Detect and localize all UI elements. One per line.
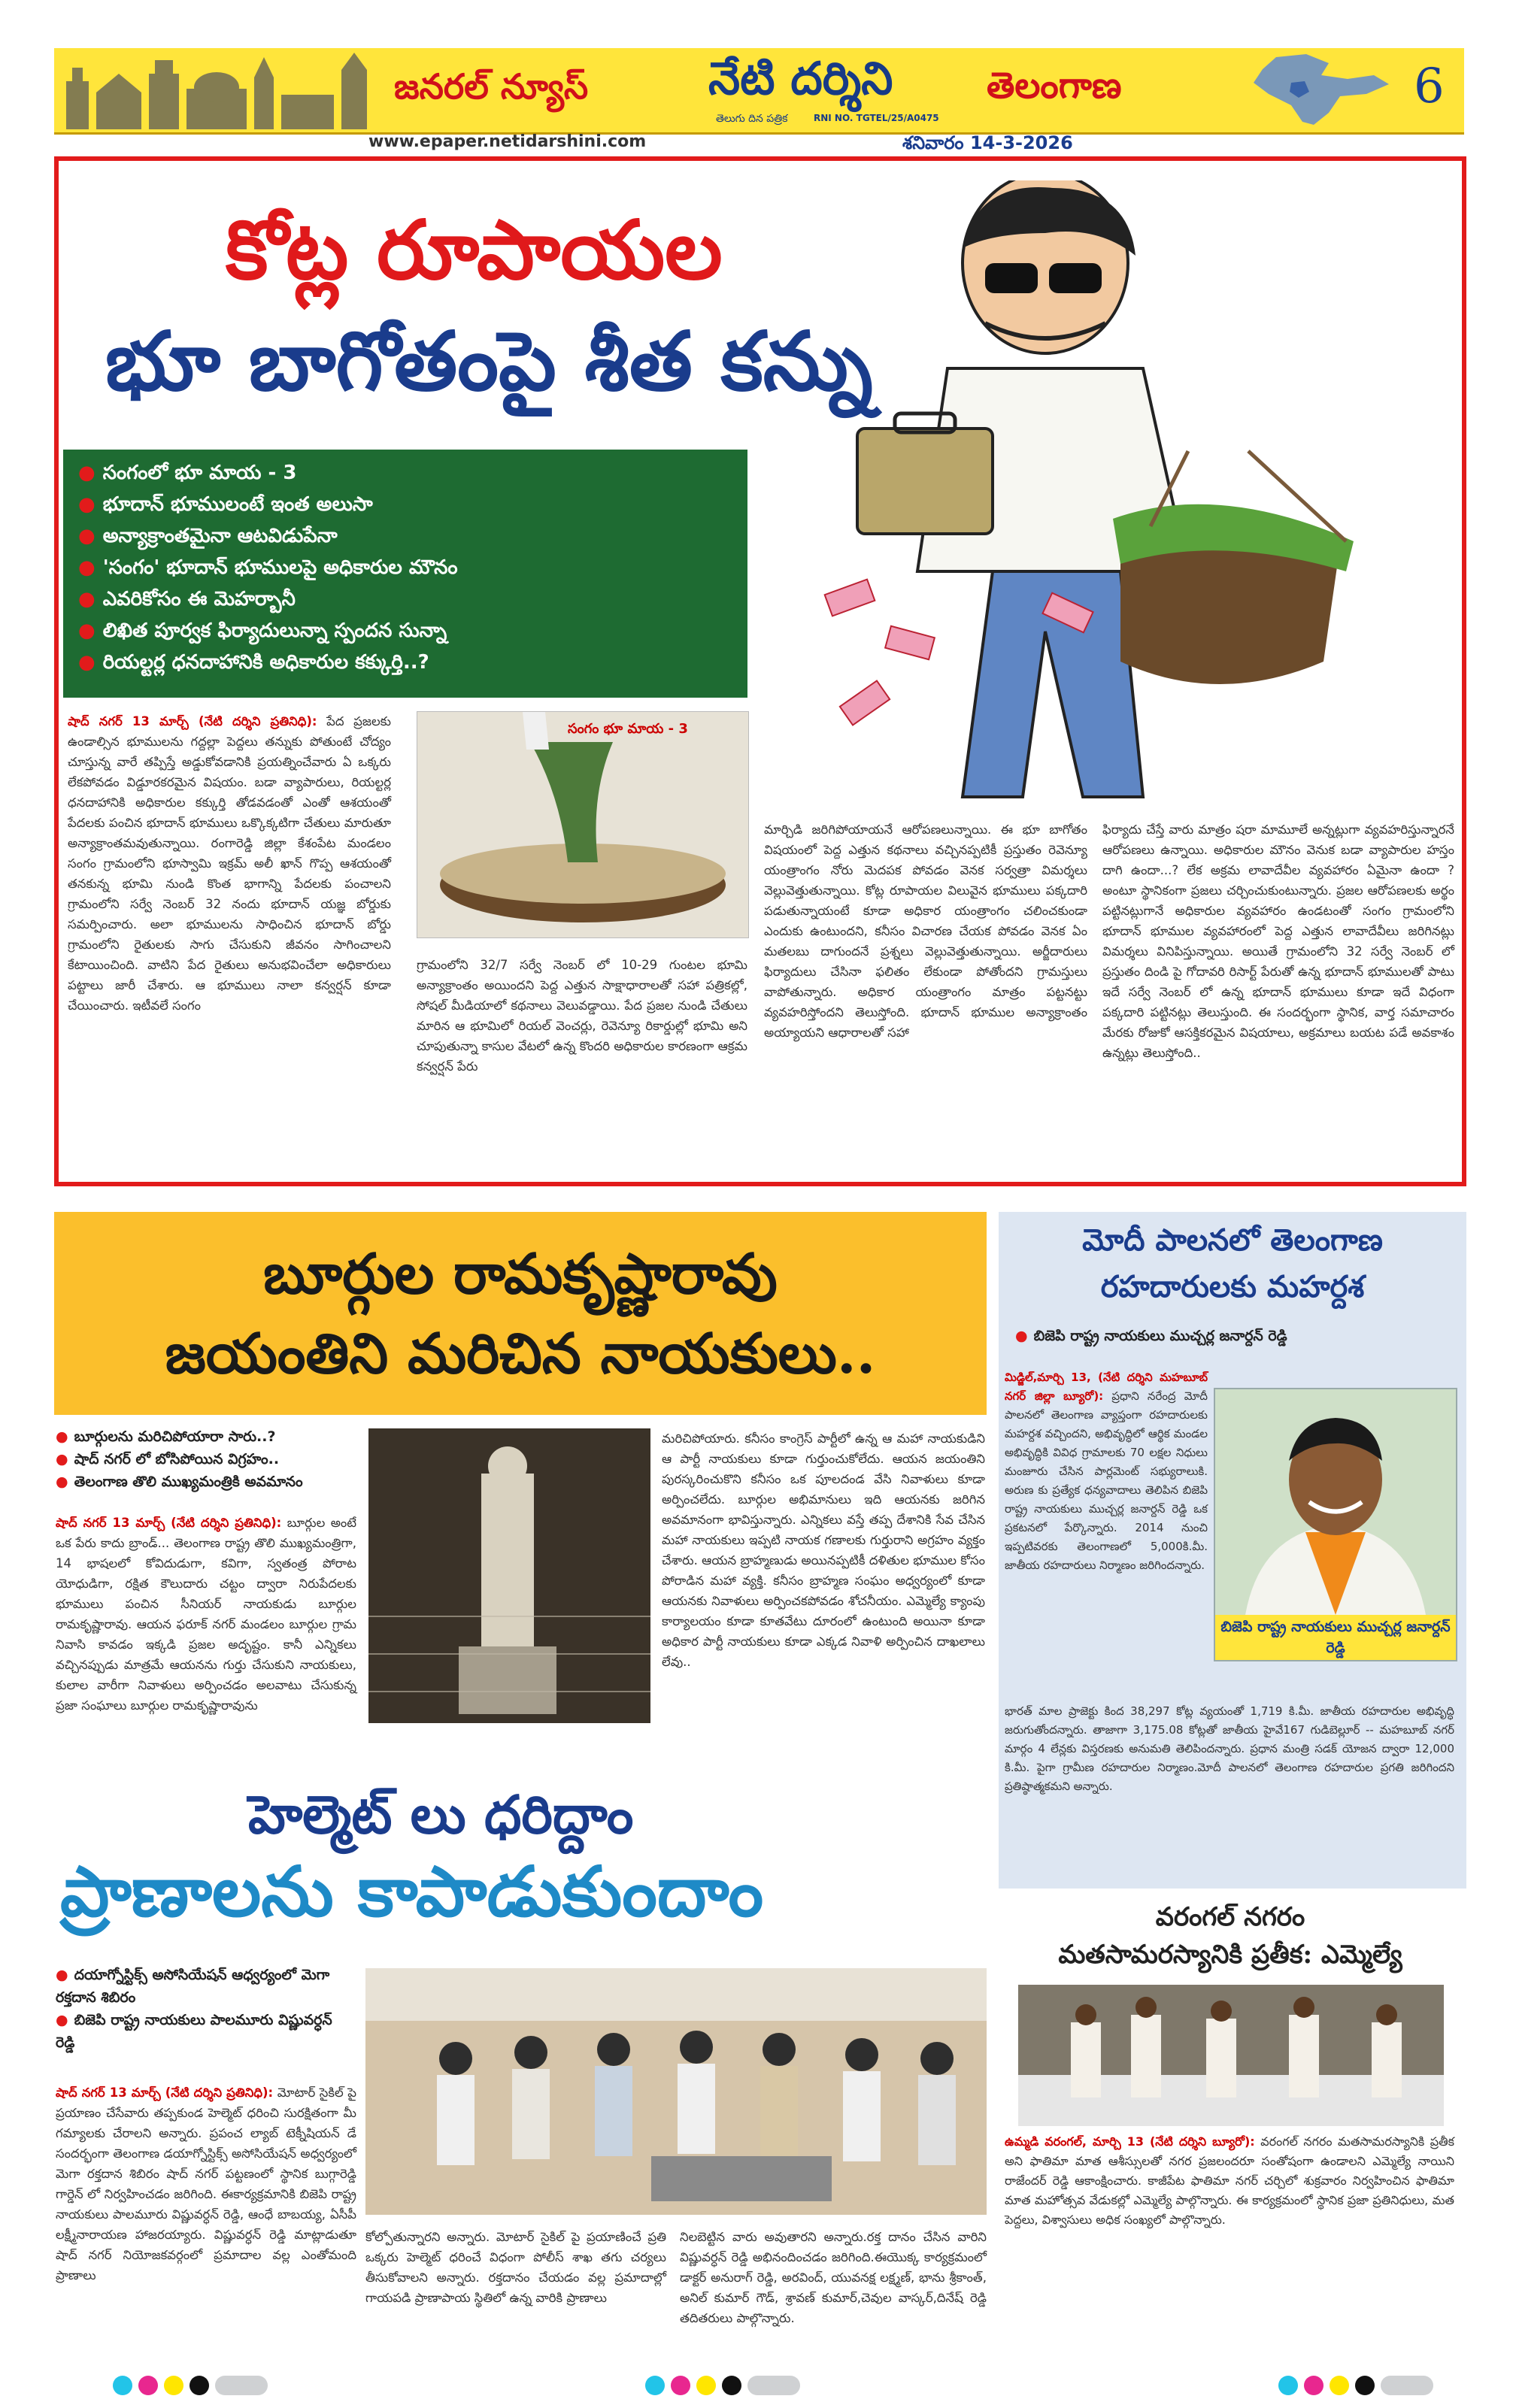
yellow-dot [164, 2376, 183, 2395]
yellow-dot [696, 2376, 716, 2395]
registration-marks-right [1278, 2376, 1439, 2398]
modi-dateline: మిడ్జిల్,మార్చి 13, (నేటి దర్శిని మహబూబ్ నగర్ జిల్లా బ్యూరో): [1005, 1371, 1208, 1403]
helmet-dateline: షాద్ నగర్ 13 మార్చ్ (నేటి దర్శిని ప్రతినిధి): [56, 2085, 274, 2100]
bullet-dot-icon: ● [78, 462, 96, 484]
bullet-dot-icon: ● [56, 1428, 68, 1445]
burgula-headline-box [54, 1212, 987, 1415]
lead-bullet: ● భూదాన్ భూములంటే ఇంత అలుసా [78, 493, 373, 516]
lead-photo-caption: సంగం భూ మాయ - 3 [568, 721, 688, 737]
lead-bullet: ● ఎవరికోసం ఈ మెహర్బానీ [78, 588, 296, 610]
leader-portrait [1215, 1389, 1456, 1615]
cyan-dot [113, 2376, 132, 2395]
modi-portrait-photo [1214, 1388, 1457, 1661]
bullet-dot-icon: ● [78, 556, 96, 579]
bullet-dot-icon: ● [56, 1967, 68, 1983]
burgula-column-1: బూర్గుల అంటే ఒక పేరు కాదు బ్రాండ్... తెలంగాణ రాష్ట్ర తొలి ముఖ్యమంత్రిగా, 14 భాషలలో కోవిదుడుగా, కవిగా, స్వతంత్ర పోరాట యోధుడిగా, రక్షిత కౌలుదారు చట్టం ద్వారా నిరుపేదలకు భూములు పంచిన సీనియర్ నాయకుడు బూర్గుల రామకృష్ణారావు. ఆయన ఫరూక్ నగర్ మండలం బూర్గుల గ్రామ నివాసి కావడం ఇక్కడి ప్రజల అదృష్టం. కానీ ఎన్నికలు వచ్చినప్పుడు మాత్రమే ఆయనను గుర్తు చేసుకుని నాయకులు, కులాల వారీగా నివాళులు అర్పించడం అలవాటు చేసుకున్న ప్రజా సంఘాలు బూర్గుల రామకృష్ణారావును [56, 1516, 357, 1713]
burgula-column-2: మరిచిపోయారు. కనీసం కాంగ్రెస్ పార్టీలో ఉన్న ఆ మహా నాయకుడిని ఆ పార్టీ నాయకులు కూడా గుర్తుంచుకోలేదు. ఆయన జయంతిని పురస్కరించుకొని కనీసం ఒక పూలదండ వేసి నివాళులు కూడా అర్పించలేదు. బూర్గుల అభిమానులు ఇది ఆయనకు జరిగిన అవమానంగా భావిస్తున్నారు. ఎన్నికలు వస్తే తప్ప దేశానికి సేవ చేసిన మహా నాయకులు ఇప్పటి నాయక గణాలకు గుర్తురాని అగ్రహం వ్యక్తం చేశారు. ఆయన బ్రాహ్మణుడు అయినప్పటికీ దళితుల భూముల కోసం పోరాడిన మహా వ్యక్తి. కనీసం బ్రాహ్మణ సంఘం అధ్వర్యంలో కూడా ఆయనకు నివాళులు అర్పించకపోవడం శోచనీయం. ఎమ్మెల్యే క్యాంపు కార్యాలయం కూడా కూతవేటు దూరంలో ఉంటుంది అయినా కూడా అధికార పార్టీ నాయకులు కూడా ఎక్కడ నివాళి అర్పించిన దాఖలాలు లేవు.. [662, 1431, 985, 1669]
modi-headline-line2: రహదారులకు మహర్దశ [1100, 1269, 1365, 1304]
modi-full-text: భారత్ మాల ప్రాజెక్టు కింద 38,297 కోట్ల వ్యయంతో 1,719 కి.మీ. జాతీయ రహదారుల అభివృద్ధి జరుగుతోందన్నారు. తాజాగా 3,175.08 కోట్లతో జాతీయ హైవే167 గుడిబెల్లూర్ -- మహబూబ్ నగర్ మార్గం 4 లేన్లకు విస్తరణకు అనుమతి తెలిపిందన్నారు. ప్రధాన మంత్రి సడక్ యోజన ద్వారా 12,000 కి.మీ. పైగా గ్రామీణ రహదారుల నిర్మాణం.మోదీ పాలనలో తెలంగాణ రహదారుల ప్రగతి జరిగిందని ప్రతిష్ఠాత్మకమని అన్నారు. [1005, 1704, 1454, 1793]
temple-skyline-icon [59, 51, 382, 129]
warangal-church-photo [1018, 1985, 1444, 2126]
section-label: జనరల్ న్యూస్ [394, 66, 589, 107]
helmet-column-1: మోటార్ సైకిల్ పై ప్రయాణం చేసేవారు తప్పకుండ హెల్మెట్ ధరించి సురక్షితంగా మీ గమ్యాలకు చేరాలని అన్నారు. ప్రపంచ ల్యాబ్ టెక్నీషియన్ డే సందర్భంగా తెలంగాణ డయాగ్నోస్టిక్స్ అసోసియేషన్ అధ్వర్యంలో మెగా రక్తదాన శిబిరం షాద్ నగర్ పట్టణంలో స్థానిక బుగ్గారెడ్డి గార్డెన్ లో నిర్వహించడం జరిగింది. ఈకార్యక్రమానికి బిజెపి రాష్ట్ర నాయకులు పాలమూరు విష్ణువర్ధన్ రెడ్డి, ఆంధే బాబయ్య, ఏసీపీ లక్ష్మీనారాయణ హాజరయ్యారు. విష్ణువర్ధన్ రెడ్డి మాట్లాడుతూ షాద్ నగర్ నియోజకవర్గంలో ప్రమాదాల వల్ల ఎంతోమంది ప్రాణాలు [56, 2085, 356, 2282]
black-dot [1355, 2376, 1375, 2395]
lead-column-1: పేద ప్రజలకు ఉండాల్సిన భూములను గద్దల్లా పెద్దలు తన్నుకు పోతుంటే చోద్యం చూస్తున్న వారే తప్పిస్తే అడ్డుకోవడానికి ప్రయత్నించేవారు ఏ ఒక్కరు లేకపోవడం విడ్డూరకరమైన విషయం. బడా వ్యాపారులు, రియల్టర్ల ధనదాహానికి అధికారుల కక్కుర్తి తోడవడంతో ఎంతో ఆశయంతో పేదలకు పంచిన భూదాన్ భూములు ఒక్కొక్కటిగా చేతులు మారుతూ అన్యాక్రాంతమవుతున్నాయి. రంగారెడ్డి జిల్లా కేశంపేట మండలం సంగం గ్రామంలోని భూస్వామి ఇక్రమ్ అలీ ఖాన్ గొప్ప ఆశయంతో తనకున్న భూమి నుండి కొంత భాగాన్ని పేదలకు పంచాలని గ్రామంలోని సర్వే నెంబర్ 32 నందు భూదాన్ యజ్ఞ బోర్డుకు సమర్పించారు. అలా భూములను సాధించిన భూదాన్ బోర్డు గ్రామంలోని రైతులకు సాగు చేసుకుని జీవనం సాగించాలని కేటాయించింది. వాటిని పేద రైతులు అనుభవించేలా అధికారులు పట్టాలు జారీ చేశారు. ఆ భూములు నాలా కన్వర్షన్ కూడా చేయించారు. ఇటీవలే సంగం [68, 714, 391, 1013]
lead-column-2: గ్రామంలోని 32/7 సర్వే నెంబర్ లో 10-29 గుంటల భూమి అన్యాక్రాంతం అయిందని పెద్ద ఎత్తున సాక్షాధారాలతో సహా పత్రికల్లో, సోషల్ మీడియాలో కథనాలు వెలువడ్డాయి. పేద ప్రజల నుండి చేతులు మారిన ఆ భూమిలో రియల్ వెంచర్లు, రెవెన్యూ రికార్డుల్లో భూమి అని చూపుతున్నా కాసుల వేటలో ఉన్న కొందరి అధికారుల కారణంగా ఆక్రమ కన్వర్షన్ పేరు [417, 958, 747, 1074]
bullet-dot-icon: ● [78, 651, 96, 674]
warangal-headline-line2: మతసామరస్యానికి ప్రతీక: ఎమ్మెల్యే [1058, 1940, 1402, 1970]
land-grab-cartoon [797, 180, 1451, 827]
modi-bullet: ● బిజెపి రాష్ట్ర నాయకులు ముచ్చర్ల జనార్దన్ రెడ్డి [1015, 1328, 1287, 1344]
bullet-dot-icon: ● [78, 525, 96, 547]
cyan-dot [645, 2376, 665, 2395]
helmet-column-2: కోల్పోతున్నారని అన్నారు. మోటార్ సైకిల్ పై ప్రయాణించే ప్రతి ఒక్కరు హెల్మెట్ ధరించే విధంగా పోలీస్ శాఖ తగు చర్యలు తీసుకోవాలని అన్నారు. రక్తదానం చేయడం వల్ల ప్రమాదాల్లో గాయపడి ప్రాణాపాయ స్థితిలో ఉన్న వారికి ప్రాణాలు [365, 2230, 666, 2305]
lead-bullet-box [63, 450, 747, 698]
paper-name: నేటి దర్శిని [708, 53, 893, 105]
magenta-dot [1304, 2376, 1323, 2395]
gray-bar [747, 2376, 800, 2395]
india-map-icon [1216, 53, 1396, 128]
helmet-headline-line1: హెల్మెట్ లు ధరిద్దాం [248, 1783, 634, 1846]
bullet-dot-icon: ● [78, 588, 96, 610]
lead-column-3: మార్చిడి జరిగిపోయాయనే ఆరోపణలున్నాయి. ఈ భూ బాగోతం విషయంలో పెద్ద ఎత్తున కథనాలు వచ్చినప్పటికీ ప్రస్తుతం రెవెన్యూ యంత్రాంగం నోరు మెదపక పోవడం వెనక సర్వత్రా విమర్శలు వెల్లువెత్తుతున్నాయి. కోట్ల రూపాయల విలువైన భూములు పక్కదారి పడుతున్నాయంటే కూడా అధికార యంత్రాంగం చలించకుండా ఎందుకు ఉంటుందని, కనీసం విచారణ చేయక పోవడం వెనక ఏం మతలబు దాగుందనే ప్రశ్నలు వెల్లువెత్తుతున్నాయి. అర్జీదారులు ఫిర్యాదులు చేసినా ఫలితం లేకుండా పోతోందని గ్రామస్తులు వాపోతున్నారు. అధికార యంత్రాంగం మాత్రం పట్టనట్టు వ్యవహరిస్తోందని తెలుస్తోంది. భూదాన్ భూముల అన్యాక్రాంతం అయ్యాయని ఆధారాలతో సహా [764, 822, 1087, 1040]
lead-headline-line2: భూ బాగోతంపై శీత కన్ను [105, 314, 873, 409]
church-celebration [1018, 1985, 1444, 2126]
magenta-dot [671, 2376, 690, 2395]
modi-column-text: ప్రధాని నరేంద్ర మోదీ పాలనలో తెలంగాణ వ్యాప్తంగా రహదారులకు మహర్దశ వచ్చిందని, అభివృద్ధిలో ఆర్థిక మండల అభివృద్ధికి వివిధ గ్రామాలకు 70 లక్షల నిధులు మంజూరు చేసిన పార్లమెంట్ సభ్యురాలుకి. అరుణ కు ప్రత్యేక ధన్యవాదాలు తెలిపిన బిజెపి రాష్ట్ర నాయకులు ముచ్చర్ల జనార్దన్ రెడ్డి ఒక ప్రకటనలో పేర్కొన్నారు. 2014 నుంచి ఇప్పటివరకు తెలంగాణలో 5,000కి.మీ. జాతీయ రహదారులు నిర్మాణం జరిగిందన్నారు. [1005, 1389, 1208, 1572]
helmet-column-3: నిలబెట్టిన వారు అవుతారని అన్నారు.రక్త దానం చేసిన వారిని విష్ణువర్ధన్ రెడ్డి అభినందించడం జరిగింది.ఈయొక్క కార్యక్రమంలో డాక్టర్ అనురాగ్ రెడ్డి, అరవింద్, యువనక్ష లక్ష్మణ్, భాను శ్రీకాంత్, అనిల్ కుమార్ గౌడ్, శ్రావణ్ కుమార్,చెవుల వాస్కర్,దినేష్ రెడ్డి తదితరులు పాల్గొన్నారు. [680, 2230, 987, 2325]
paper-tagline: తెలుగు దిన పత్రిక [716, 113, 788, 125]
burgula-bullet: ● తెలంగాణ తొలి ముఖ్యమంత్రికి అవమానం [56, 1474, 303, 1490]
burgula-headline-line1: బూర్గుల రామకృష్ణారావు [263, 1242, 778, 1307]
burgula-bullet: ● షాద్ నగర్ లో బోసిపోయిన విగ్రహం.. [56, 1451, 280, 1468]
modi-photo-caption: బిజెపి రాష్ట్ర నాయకులు ముచ్చర్ల జనార్దన్ రెడ్డి [1215, 1615, 1456, 1660]
burgula-statue-photo [368, 1428, 650, 1723]
bullet-dot-icon: ● [56, 1474, 68, 1490]
magenta-dot [138, 2376, 158, 2395]
gray-bar [1381, 2376, 1433, 2395]
bullet-dot-icon: ● [56, 1451, 68, 1468]
registration-marks-center [645, 2376, 806, 2398]
lead-photo [417, 711, 749, 938]
lead-column-4: ఫిర్యాదు చేస్తే వారు మాత్రం షరా మామూలే అన్నట్లుగా వ్యవహరిస్తున్నారనే ఆరోపణలు ఉన్నాయి. అధికారుల మౌనం వెనుక బడా వ్యాపారుల హస్తం దాగి ఉందా...? లేక అక్రమ లావాదేవీల వ్యవహారం ఏమైనా ఉందా ? అంటూ స్థానికంగా ప్రజలు చర్చించుకుంటున్నారు. ప్రజల ఆరోపణలకు అర్థం పట్టినట్లుగానే అధికారుల వ్యవహారం ఉండటంతో సంగం గ్రామంలోని భూదాన్ భూముల వ్యవహారంలో పెద్ద ఎత్తున లావాదేవీలు జరిగినట్లు విమర్శలు వినిపిస్తున్నాయి. అయితే గ్రామంలోని 32 సర్వే నెంబర్ లో ప్రస్తుతం దిండి పై గోదావరి రిసార్ట్ పేరుతో ఉన్న భూదాన్ భూములతో పాటు ఇదే సర్వే నెంబర్ లో ఉన్న భూదాన్ భూములు కూడా ఇదే విధంగా పక్కదారి పట్టినట్లు తెలుస్తుంది. ఈ సందర్భంగా స్థానిక, వార్త సమాచారం మేరకు రోజుకో ఆసక్తికరమైన విషయాలు, అక్రమాలు బయట పడే అవకాశం ఉన్నట్లు తెలుస్తోంది.. [1102, 822, 1454, 1060]
masthead [54, 48, 1464, 135]
burgula-dateline: షాద్ నగర్ 13 మార్చ్ (నేటి దర్శిని ప్రతినిధి): [56, 1516, 282, 1530]
black-dot [722, 2376, 741, 2395]
lead-dateline: షాద్ నగర్ 13 మార్చ్ (నేటి దర్శిని ప్రతినిధి): [68, 714, 317, 728]
helmet-event-photo [365, 1968, 987, 2215]
bullet-dot-icon: ● [1015, 1328, 1028, 1344]
bullet-dot-icon: ● [78, 619, 96, 642]
warangal-text: వరంగల్ నగరం మతసామరస్యానికి ప్రతీక అని ఫాతిమా మాత ఆశీస్సులతో నగర ప్రజలందరూ సంతోషంగా ఉండాలని ఎమ్మెల్యే నాయిని రాజేందర్ రెడ్డి ఆకాంక్షించారు. కాజీపేట ఫాతిమా నగర్ చర్చిలో శుక్రవారం నిర్వహించిన ఫాతిమా మాత మహోత్సవ వేడుకల్లో ఎమ్మెల్యే పాల్గొన్నారు. ఈ కార్యక్రమంలో స్థానిక ప్రజా ప్రతినిధులు, మత పెద్దలు, విశ్వాసులు అధిక సంఖ్యలో పాల్గొన్నారు. [1005, 2134, 1454, 2227]
black-dot [190, 2376, 209, 2395]
lead-bullet: ● సంగంలో భూ మాయ - 3 [78, 462, 297, 484]
gray-bar [215, 2376, 268, 2395]
state-label: తెలంగాణ [987, 65, 1122, 107]
lead-bullet: ● 'సంగం' భూదాన్ భూములపై అధికారుల మౌనం [78, 556, 458, 579]
burgula-headline-line2: జయంతిని మరిచిన నాయకులు.. [165, 1322, 876, 1386]
modi-headline-line1: మోదీ పాలనలో తెలంగాణ [1082, 1222, 1383, 1258]
yellow-dot [1330, 2376, 1349, 2395]
helmet-bullet: ● బిజెపి రాష్ట్ర నాయకులు పాలమూరు విష్ణువర్ధన్ రెడ్డి [56, 2012, 332, 2051]
bullet-dot-icon: ● [78, 493, 96, 516]
land-hand-illustration [417, 712, 748, 937]
helmet-headline-line2: ప్రాణాలను కాపాడుకుందాం [60, 1851, 764, 1932]
warangal-dateline: ఉమ్మడి వరంగల్, మార్చి 13 (నేటి దర్శిని బ్యూరో): [1005, 2134, 1255, 2149]
helmet-bullet: ● దయాగ్నోస్టిక్స్ అసోసియేషన్ ఆధ్వర్యంలో మెగా రక్తదాన శిబిరం [56, 1967, 330, 2006]
burgula-bullet: ● బూర్గులను మరిచిపోయారా సారు..? [56, 1428, 276, 1445]
lead-bullet: ● రియల్టర్ల ధనదాహానికి అధికారుల కక్కుర్తి..? [78, 651, 429, 674]
bullet-dot-icon: ● [56, 2012, 68, 2028]
statue-illustration [368, 1428, 650, 1723]
registration-marks-left [113, 2376, 274, 2398]
cyan-dot [1278, 2376, 1298, 2395]
blood-donation-group [365, 1968, 987, 2215]
issue-date: శనివారం 14-3-2026 [902, 132, 1073, 153]
page-number: 6 [1414, 59, 1445, 114]
lead-headline-line1: కోట్ల రూపాయల [226, 203, 723, 298]
lead-bullet: ● లిఖిత పూర్వక ఫిర్యాదులున్నా స్పందన సున్నా [78, 619, 447, 642]
lead-bullet: ● అన్యాక్రాంతమైనా ఆటవిడుపేనా [78, 525, 338, 547]
warangal-headline-line1: వరంగల్ నగరం [1155, 1902, 1305, 1932]
registration-number: RNI NO. TGTEL/25/A0475 [814, 113, 939, 123]
website-url[interactable]: www.epaper.netidarshini.com [368, 132, 647, 151]
